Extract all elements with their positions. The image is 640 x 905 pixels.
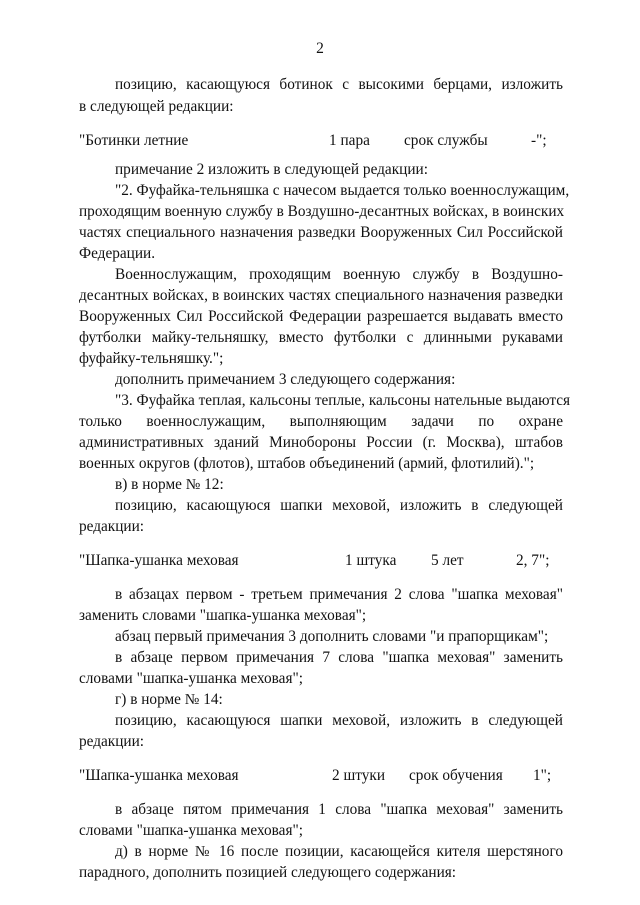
text-line: административных зданий Минобороны России (г. Москва), штабов (79, 434, 563, 451)
item-term: срок обучения (409, 767, 503, 784)
text-line: заменить словами "шапка-ушанка меховая"; (79, 607, 367, 624)
text-line: "2. Фуфайка-тельняшка с начесом выдается только военнослужащим, (115, 182, 570, 199)
text-line: в) в норме № 12: (115, 476, 224, 493)
item-term: срок службы (404, 132, 488, 149)
text-line: десантных войсках, в воинских частях специального назначения разведки (79, 287, 563, 304)
item-name: "Шапка-ушанка меховая (79, 767, 239, 784)
text-line: в следующей редакции: (79, 98, 234, 115)
text-line: позицию, касающуюся шапки меховой, изложить в следующей (115, 712, 563, 729)
text-line: в абзаце пятом примечания 1 слова "шапка меховая" заменить (115, 801, 563, 818)
item-term: 5 лет (431, 552, 464, 569)
text-line: редакции: (79, 518, 145, 535)
table-row (79, 766, 569, 786)
text-line: военных округов (флотов), штабов объединений (армий, флотилий)."; (79, 455, 535, 472)
item-name: "Ботинки летние (79, 132, 189, 149)
text-line: проходящим военную службу в Воздушно-десантных войсках, в воинских (79, 203, 565, 220)
text-line: только военнослужащим, выполняющим задачи по охране (79, 413, 563, 430)
text-line: фуфайку-тельняшку."; (79, 350, 224, 367)
item-end: 1"; (533, 767, 552, 784)
text-line: частях специального назначения разведки Вооруженных Сил Российской (79, 224, 563, 241)
text-line: примечание 2 изложить в следующей редакции: (115, 161, 428, 178)
item-quantity: 1 штука (345, 552, 397, 569)
item-quantity: 1 пара (329, 132, 370, 149)
table-row (79, 551, 569, 571)
text-line: в абзацах первом - третьем примечания 2 слова "шапка меховая" (115, 586, 563, 603)
text-line: дополнить примечанием 3 следующего содержания: (115, 371, 456, 388)
text-line: г) в норме № 14: (115, 691, 223, 708)
text-line: позицию, касающуюся ботинок с высокими берцами, изложить (115, 76, 563, 93)
text-line: абзац первый примечания 3 дополнить словами "и прапорщикам"; (115, 628, 549, 645)
item-name: "Шапка-ушанка меховая (79, 552, 239, 569)
text-line: Военнослужащим, проходящим военную службу в Воздушно- (115, 266, 563, 283)
page-number: 2 (316, 40, 324, 57)
text-line: футболки майку-тельняшку, вместо футболки с длинными рукавами (79, 329, 563, 346)
text-line: д) в норме № 16 после позиции, касающейся кителя шерстяного (115, 843, 563, 860)
table-row (79, 131, 569, 151)
text-line: Федерации. (79, 245, 156, 262)
text-line: словами "шапка-ушанка меховая"; (79, 670, 303, 687)
text-line: Вооруженных Сил Российской Федерации разрешается выдавать вместо (79, 308, 563, 325)
item-quantity: 2 штуки (332, 767, 386, 784)
text-line: в абзаце первом примечания 7 слова "шапка меховая" заменить (115, 649, 563, 666)
text-line: парадного, дополнить позицией следующего содержания: (79, 864, 457, 881)
text-line: позицию, касающуюся шапки меховой, изложить в следующей (115, 497, 563, 514)
text-line: "3. Фуфайка теплая, кальсоны теплые, кальсоны нательные выдаются (115, 392, 571, 409)
item-end: 2, 7"; (516, 552, 550, 569)
item-end: -"; (531, 132, 547, 149)
text-line: редакции: (79, 733, 145, 750)
text-line: словами "шапка-ушанка меховая"; (79, 822, 303, 839)
